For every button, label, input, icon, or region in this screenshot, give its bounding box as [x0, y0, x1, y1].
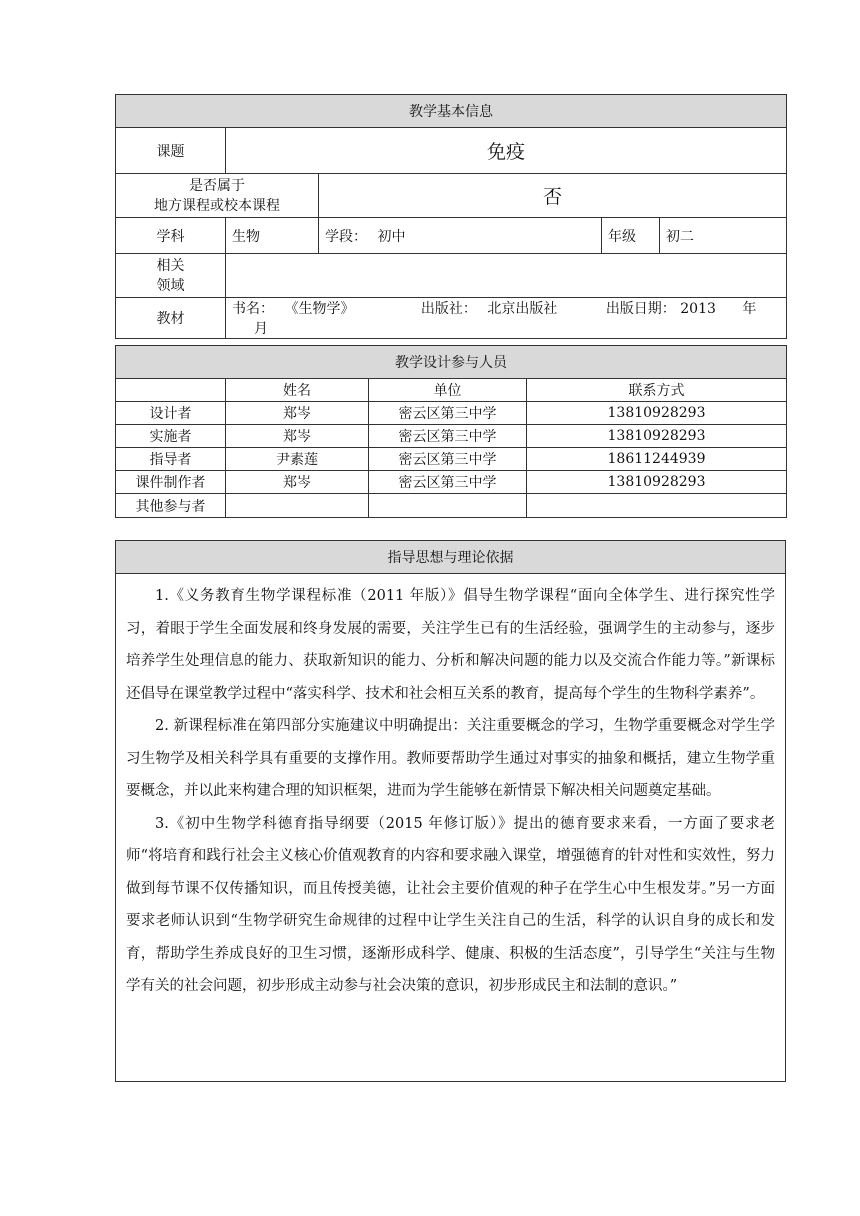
- local-course-label-line2: 地方课程或校本课程: [154, 197, 280, 214]
- grade-value: 初二: [660, 218, 787, 254]
- related-field-label: [116, 254, 226, 298]
- guidance-table: [115, 540, 786, 1082]
- participant-contact: 13810928293: [527, 425, 787, 448]
- guidance-paragraph-3: 3.《初中生物学科德育指导纲要（2015 年修订版）》提出的德育要求来看，一方面了要求老师“将培育和践行社会主义核心价值观教育的内容和要求融入课堂，增强德育的针对性和实效性，努力做到每节课不仅传播知识，而且传授美德，让社会主要价值观的种子在学生心中生根发芽。”另一方面要求老师认识到“生物学研究生命规律的过程中让学生关注自己的生活，科学的认识自身的成长和发育，帮助学生养成良好的卫生习惯，逐渐形成科学、健康、积极的生活态度”，引导学生“关注与生物学有关的社会问题，初步形成主动参与社会决策的意识，初步形成民主和法制的意识。”: [126, 815, 775, 994]
- participant-role: 其他参与者: [116, 494, 226, 518]
- participant-unit: 密云区第三中学: [369, 402, 527, 425]
- participant-name: 郑岑: [226, 471, 369, 494]
- subject-value: 生物: [226, 218, 319, 254]
- guidance-header: 指导思想与理论依据: [116, 541, 786, 574]
- participant-contact: [527, 494, 787, 518]
- related-field-label-line2: 领域: [156, 277, 185, 294]
- participant-contact: 13810928293: [527, 402, 787, 425]
- participant-name: 郑岑: [226, 402, 369, 425]
- table-row: [116, 448, 787, 471]
- column-header-unit: 单位: [369, 379, 527, 402]
- basic-info-table: [115, 94, 787, 339]
- topic-label: 课题: [116, 128, 226, 174]
- participant-unit: [369, 494, 527, 518]
- column-header-role: [116, 379, 226, 402]
- participant-role: 设计者: [116, 402, 226, 425]
- basic-info-header: 教学基本信息: [116, 95, 787, 128]
- guidance-body: [116, 574, 786, 1082]
- book-name-label: 书名：: [232, 301, 274, 317]
- local-course-value: 否: [319, 174, 787, 218]
- participants-table: [115, 345, 787, 518]
- pub-year: 2013: [680, 301, 716, 317]
- topic-value: 免疫: [226, 128, 787, 174]
- column-header-name: 姓名: [226, 379, 369, 402]
- guidance-paragraph-2: 2. 新课程标准在第四部分实施建议中明确提出：关注重要概念的学习，生物学重要概念对学生学习生物学及相关科学具有重要的支撑作用。教师要帮助学生通过对事实的抽象和概括，建立生物学重要概念，并以此来构建合理的知识框架，进而为学生能够在新情景下解决相关问题奠定基础。: [126, 718, 775, 799]
- month-unit: 月: [254, 321, 268, 337]
- local-course-label-line1: 是否属于: [189, 177, 245, 194]
- participant-contact: 13810928293: [527, 471, 787, 494]
- table-row: [116, 402, 787, 425]
- participant-unit: 密云区第三中学: [369, 448, 527, 471]
- participant-unit: 密云区第三中学: [369, 425, 527, 448]
- stage-cell: [319, 218, 602, 254]
- subject-label: 学科: [116, 218, 226, 254]
- participant-role: 指导者: [116, 448, 226, 471]
- book-name-value: 《生物学》: [284, 301, 355, 317]
- table-row: [116, 494, 787, 518]
- participants-header: 教学设计参与人员: [116, 346, 787, 379]
- stage-value: 初中: [377, 228, 406, 245]
- table-row: [116, 425, 787, 448]
- grade-label: 年级: [602, 218, 660, 254]
- publisher-label: 出版社：: [420, 301, 477, 317]
- local-course-label: [116, 174, 319, 218]
- stage-label: 学段：: [325, 228, 367, 245]
- participant-name: [226, 494, 369, 518]
- related-field-label-line1: 相关: [156, 257, 185, 274]
- textbook-label: 教材: [116, 298, 226, 339]
- pub-date-label: 出版日期：: [605, 301, 676, 317]
- participants-column-headers: [116, 379, 787, 402]
- table-row: [116, 471, 787, 494]
- participant-unit: 密云区第三中学: [369, 471, 527, 494]
- participant-role: 实施者: [116, 425, 226, 448]
- participant-name: 郑岑: [226, 425, 369, 448]
- participant-name: 尹素莲: [226, 448, 369, 471]
- publisher-value: 北京出版社: [487, 301, 558, 317]
- year-unit: 年: [742, 301, 757, 317]
- participant-contact: 18611244939: [527, 448, 787, 471]
- textbook-info: [226, 298, 787, 339]
- related-field-value: [226, 254, 787, 298]
- column-header-contact: 联系方式: [527, 379, 787, 402]
- guidance-paragraph-1: 1.《义务教育生物学课程标准（2011 年版）》倡导生物学课程“面向全体学生、进行探究性学习，着眼于学生全面发展和终身发展的需要，关注学生已有的生活经验，强调学生的主动参与，逐步培养学生处理信息的能力、获取新知识的能力、分析和解决问题的能力以及交流合作能力等。”新课标还倡导在课堂教学过程中“落实科学、技术和社会相互关系的教育，提高每个学生的生物科学素养”。: [126, 588, 775, 702]
- participant-role: 课件制作者: [116, 471, 226, 494]
